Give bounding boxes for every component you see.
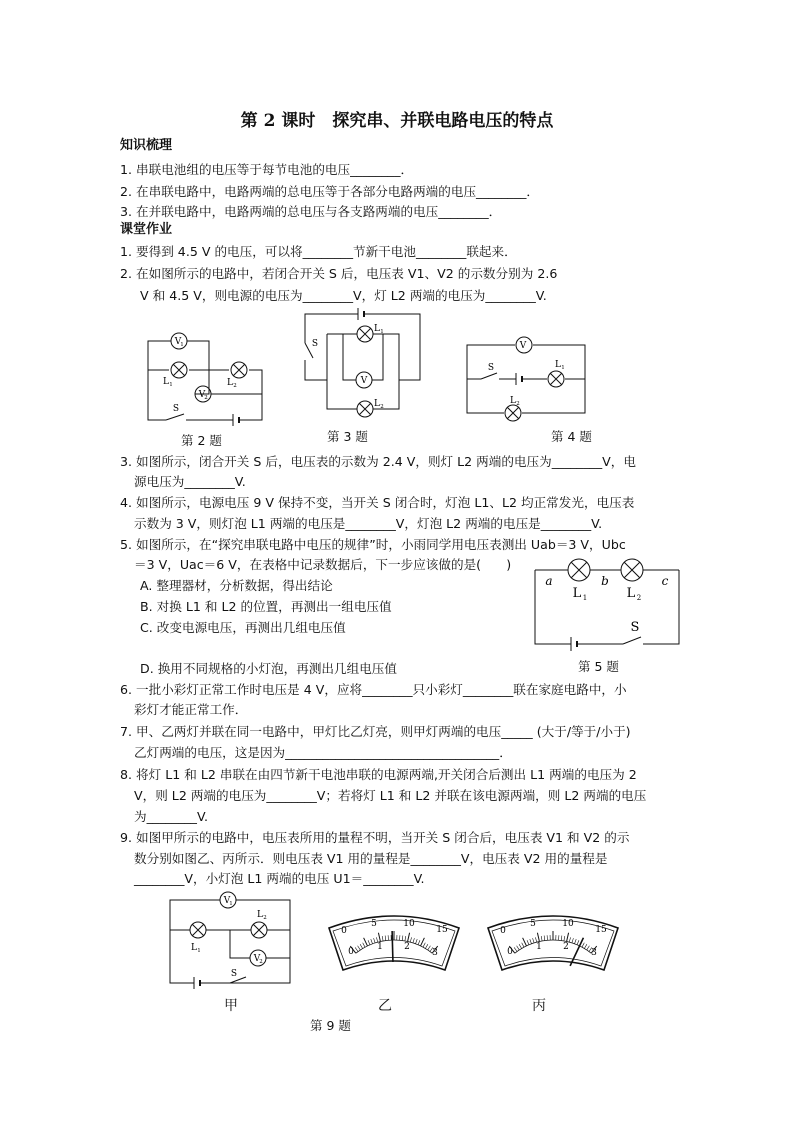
l1-label: L xyxy=(572,586,582,601)
lower-scale-1: 1 xyxy=(536,942,542,952)
question-8-line-3: 为________V. xyxy=(134,809,208,824)
question-3-line-2: 源电压为________V. xyxy=(134,474,246,489)
l2-label: L xyxy=(257,910,263,920)
meter-needle xyxy=(392,931,393,962)
knowledge-item-3: 3. 在并联电路中，电路两端的总电压与各支路两端的电压________． xyxy=(120,204,502,219)
upper-scale-0: 0 xyxy=(500,926,506,936)
question-7-line-2: 乙灯两端的电压，这是因为__________________________________． xyxy=(134,745,512,760)
lower-scale-2: 2 xyxy=(563,942,569,952)
question-8-line-1: 8. 将灯 L1 和 L2 串联在由四节新干电池串联的电源两端,开关闭合后测出 L1 两端的电压为 2 xyxy=(120,767,637,782)
switch-label: S xyxy=(230,969,238,979)
l2-label: L xyxy=(626,586,636,601)
lower-scale-0: 0 xyxy=(348,947,354,957)
question-6-line-2: 彩灯才能正常工作． xyxy=(134,702,248,717)
l2-label: L xyxy=(227,378,233,388)
v2-subscript: 2 xyxy=(204,395,208,401)
voltmeter-dial-yi xyxy=(323,910,465,972)
figure-5-caption: 第 5 题 xyxy=(578,659,619,674)
upper-scale-5: 5 xyxy=(371,919,377,929)
v1-subscript: 1 xyxy=(180,342,184,348)
question-9-line-2: 数分别如图乙、丙所示．则电压表 V1 用的量程是________V，电压表 V2 用的量程是 xyxy=(134,851,608,866)
l1-subscript: 1 xyxy=(169,382,173,388)
question-5-option-c[interactable]: C. 改变电源电压，再测出几组电压值 xyxy=(140,620,346,635)
l2-subscript: 2 xyxy=(233,383,237,389)
figure-9-jia-label: 甲 xyxy=(224,998,238,1014)
figure-4-circuit xyxy=(466,337,591,417)
l2-subscript: 2 xyxy=(380,404,384,410)
section-heading-homework: 课堂作业 xyxy=(120,222,173,237)
question-4-line-2: 示数为 3 V，则灯泡 L1 两端的电压是________V，灯泡 L2 两端的电压是________V. xyxy=(134,516,603,531)
l1-label: L xyxy=(191,943,197,953)
lower-scale-3: 3 xyxy=(432,948,438,958)
figure-9-circuit-jia xyxy=(168,893,298,988)
node-b-label: b xyxy=(601,574,609,588)
switch-label: S xyxy=(172,404,180,414)
question-5-option-d[interactable]: D. 换用不同规格的小灯泡，再测出几组电压值 xyxy=(140,661,397,676)
figure-3-caption: 第 3 题 xyxy=(327,429,368,444)
switch-label: S xyxy=(487,363,495,373)
upper-scale-5: 5 xyxy=(530,919,536,929)
question-8-line-2: V，则 L2 两端的电压为________V；若将灯 L1 和 L2 并联在该电源两端，则 L2 两端的电压 xyxy=(134,788,647,803)
question-5-option-b[interactable]: B. 对换 L1 和 L2 的位置，再测出一组电压值 xyxy=(140,599,392,614)
question-3-line-1: 3. 如图所示，闭合开关 S 后，电压表的示数为 2.4 V，则灯 L2 两端的电压为________V，电 xyxy=(120,454,636,469)
lower-scale-3: 3 xyxy=(591,948,597,958)
lower-scale-2: 2 xyxy=(404,942,410,952)
v1-label: V xyxy=(174,337,182,347)
question-1: 1. 要得到 4.5 V 的电压，可以将________节新干电池________联起来． xyxy=(120,244,517,259)
l1-subscript: 1 xyxy=(380,329,384,335)
upper-scale-10: 10 xyxy=(562,919,574,929)
v2-label: V xyxy=(198,390,206,400)
knowledge-item-2: 2. 在串联电路中，电路两端的总电压等于各部分电路两端的电压________． xyxy=(120,184,540,199)
node-a-label: a xyxy=(545,574,553,588)
v-label: V xyxy=(360,376,368,386)
upper-scale-0: 0 xyxy=(341,926,347,936)
node-c-label: c xyxy=(661,574,669,588)
l1-label: L xyxy=(555,360,561,370)
figure-9-bing-label: 丙 xyxy=(532,998,546,1014)
section-heading-knowledge: 知识梳理 xyxy=(120,138,173,153)
question-2-line-2: V 和 4.5 V，则电源的电压为________V，灯 L2 两端的电压为________V. xyxy=(140,288,547,303)
l1-label: L xyxy=(163,377,169,387)
l1-subscript: 1 xyxy=(582,594,588,602)
l1-subscript: 1 xyxy=(561,365,565,371)
question-5-option-a[interactable]: A. 整理器材，分析数据，得出结论 xyxy=(140,578,333,593)
figure-3-circuit xyxy=(303,306,423,421)
switch-label: S xyxy=(311,339,319,349)
figure-2-circuit xyxy=(140,328,270,428)
lower-scale-1: 1 xyxy=(377,942,383,952)
question-9-line-3: ________V，小灯泡 L1 两端的电压 U1＝________V. xyxy=(134,871,425,886)
v1-subscript: 1 xyxy=(229,901,233,907)
figure-2-caption: 第 2 题 xyxy=(181,433,222,448)
page-title: 第 2 课时 探究串、并联电路电压的特点 xyxy=(240,111,554,131)
v2-subscript: 2 xyxy=(259,959,263,965)
question-4-line-1: 4. 如图所示，电源电压 9 V 保持不变，当开关 S 闭合时，灯泡 L1、L2 均正常发光，电压表 xyxy=(120,495,635,510)
question-9-line-1: 9. 如图甲所示的电路中，电压表所用的量程不明，当开关 S 闭合后，电压表 V1 和 V2 的示 xyxy=(120,830,630,845)
l2-subscript: 2 xyxy=(636,594,642,602)
question-7-line-1: 7. 甲、乙两灯并联在同一电路中，甲灯比乙灯亮，则甲灯两端的电压_____ (大于/等于/小于) xyxy=(120,724,631,739)
upper-scale-15: 15 xyxy=(436,925,448,935)
question-5-line-1: 5. 如图所示，在“探究串联电路中电压的规律”时，小雨同学用电压表测出 Uab＝3 V，Ubc xyxy=(120,537,626,552)
switch-label: S xyxy=(630,620,640,635)
figure-9-yi-label: 乙 xyxy=(378,998,392,1014)
l2-label: L xyxy=(374,399,380,409)
question-2-line-1: 2. 在如图所示的电路中，若闭合开关 S 后，电压表 V1、V2 的示数分别为 2.6 xyxy=(120,266,558,281)
l1-label: L xyxy=(374,324,380,334)
v2-label: V xyxy=(253,954,261,964)
upper-scale-15: 15 xyxy=(595,925,607,935)
figure-9-caption: 第 9 题 xyxy=(310,1018,351,1033)
l1-subscript: 1 xyxy=(197,948,201,954)
l2-subscript: 2 xyxy=(263,915,267,921)
lower-scale-0: 0 xyxy=(507,947,513,957)
l2-subscript: 2 xyxy=(516,401,520,407)
knowledge-item-1: 1. 串联电池组的电压等于每节电池的电压________． xyxy=(120,162,414,177)
v-label: V xyxy=(519,341,527,351)
l2-label: L xyxy=(510,396,516,406)
figure-5-circuit xyxy=(533,557,683,647)
voltmeter-dial-bing xyxy=(482,910,624,972)
question-6-line-1: 6. 一批小彩灯正常工作时电压是 4 V，应将________只小彩灯________联在家庭电路中，小 xyxy=(120,682,627,697)
upper-scale-10: 10 xyxy=(403,919,415,929)
question-5-line-2: ＝3 V，Uac＝6 V，在表格中记录数据后，下一步应该做的是( ) xyxy=(134,557,512,572)
figure-4-caption: 第 4 题 xyxy=(551,429,592,444)
v1-label: V xyxy=(223,896,231,906)
